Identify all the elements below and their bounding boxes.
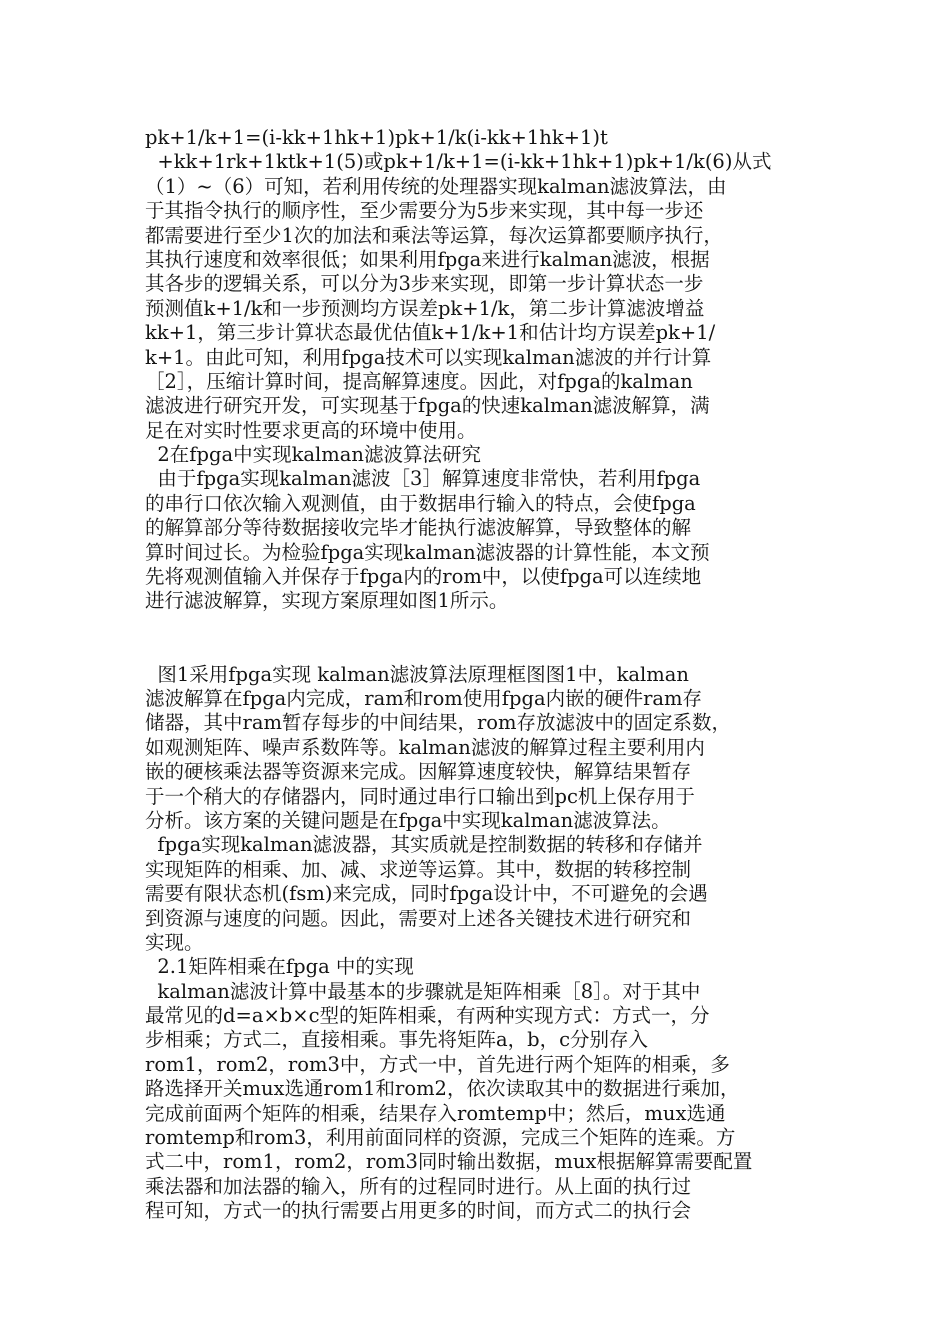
text-line: kk+1，第三步计算状态最优估值k+1/k+1和估计均方误差pk+1/ [145, 321, 716, 345]
text-line: 2.1矩阵相乘在fpga 中的实现 [145, 955, 414, 979]
text-line: rom1，rom2，rom3中，方式一中，首先进行两个矩阵的相乘，多 [145, 1052, 730, 1076]
text-line: （1）~（6）可知，若利用传统的处理器实现kalman滤波算法，由 [145, 174, 727, 198]
text-line: romtemp和rom3，利用前面同样的资源，完成三个矩阵的连乘。方 [145, 1126, 736, 1150]
text-line: k+1。由此可知，利用fpga技术可以实现kalman滤波的并行计算 [145, 345, 712, 369]
text-line: 完成前面两个矩阵的相乘，结果存入romtemp中；然后，mux选通 [145, 1101, 726, 1125]
text-line: 步相乘；方式二，直接相乘。事先将矩阵a，b，c分别存入 [145, 1028, 649, 1052]
text-line: 都需要进行至少1次的加法和乘法等运算，每次运算都要顺序执行， [145, 223, 723, 247]
text-line: 到资源与速度的问题。因此，需要对上述各关键技术进行研究和 [145, 906, 692, 930]
text-line: +kk+1rk+1ktk+1(5)或pk+1/k+1=(i-kk+1hk+1)pk+1/k(6)从式 [145, 150, 772, 174]
text-line: 最常见的d=a×b×c型的矩阵相乘，有两种实现方式：方式一，分 [145, 1004, 710, 1028]
document-page [145, 126, 805, 1224]
text-line: kalman滤波计算中最基本的步骤就是矩阵相乘［8］。对于其中 [145, 979, 701, 1003]
text-line: 实现矩阵的相乘、加、减、求逆等运算。其中，数据的转移控制 [145, 857, 692, 881]
text-line: 式二中，rom1，rom2，rom3同时输出数据，mux根据解算需要配置 [145, 1150, 753, 1174]
text-line: 预测值k+1/k和一步预测均方误差pk+1/k，第二步计算滤波增益 [145, 296, 705, 320]
text-line: 实现。 [145, 930, 204, 954]
text-line: 如观测矩阵、噪声系数阵等。kalman滤波的解算过程主要利用内 [145, 735, 705, 759]
text-line: 滤波解算在fpga内完成，ram和rom使用fpga内嵌的硬件ram存 [145, 686, 703, 710]
text-line: 算时间过长。为检验fpga实现kalman滤波器的计算性能，本文预 [145, 540, 710, 564]
text-line: 进行滤波解算，实现方案原理如图1所示。 [145, 589, 509, 613]
text-line: 其各步的逻辑关系，可以分为3步来实现，即第一步计算状态一步 [145, 272, 704, 296]
text-line: 于其指令执行的顺序性，至少需要分为5步来实现，其中每一步还 [145, 199, 704, 223]
text-line: ［2］，压缩计算时间，提高解算速度。因此，对fpga的kalman [145, 369, 693, 393]
text-line: 程可知，方式一的执行需要占用更多的时间，而方式二的执行会 [145, 1199, 692, 1223]
text-block-figure-description [145, 663, 805, 1224]
text-line: 2在fpga中实现kalman滤波算法研究 [145, 443, 481, 467]
text-line: 图1采用fpga实现 kalman滤波算法原理框图图1中，kalman [145, 662, 689, 686]
text-line: pk+1/k+1=(i-kk+1hk+1)pk+1/k(i-kk+1hk+1)t [145, 126, 608, 149]
text-line: 先将观测值输入并保存于fpga内的rom中，以使fpga可以连续地 [145, 565, 702, 589]
text-line: 需要有限状态机(fsm)来完成，同时fpga设计中，不可避免的会遇 [145, 882, 708, 906]
text-line: 滤波进行研究开发，可实现基于fpga的快速kalman滤波解算，满 [145, 394, 710, 418]
text-line: 足在对实时性要求更高的环境中使用。 [145, 418, 477, 442]
text-line: fpga实现kalman滤波器，其实质就是控制数据的转移和存储并 [145, 833, 703, 857]
text-line: 储器，其中ram暂存每步的中间结果，rom存放滤波中的固定系数， [145, 711, 731, 735]
text-line: 乘法器和加法器的输入，所有的过程同时进行。从上面的执行过 [145, 1174, 692, 1198]
text-block-formula-and-intro [145, 126, 805, 614]
figure-gap [145, 614, 805, 638]
figure-gap-2 [145, 638, 805, 662]
text-line: 嵌的硬核乘法器等资源来完成。因解算速度较快，解算结果暂存 [145, 760, 692, 784]
text-line: 的解算部分等待数据接收完毕才能执行滤波解算，导致整体的解 [145, 516, 692, 540]
text-line: 分析。该方案的关键问题是在fpga中实现kalman滤波算法。 [145, 808, 671, 832]
text-line: 的串行口依次输入观测值，由于数据串行输入的特点，会使fpga [145, 491, 696, 515]
text-line: 由于fpga实现kalman滤波［3］解算速度非常快，若利用fpga [145, 467, 701, 491]
text-line: 于一个稍大的存储器内，同时通过串行口输出到pc机上保存用于 [145, 784, 695, 808]
text-line: 路选择开关mux选通rom1和rom2，依次读取其中的数据进行乘加， [145, 1077, 740, 1101]
text-line: 其执行速度和效率很低；如果利用fpga来进行kalman滤波，根据 [145, 247, 710, 271]
